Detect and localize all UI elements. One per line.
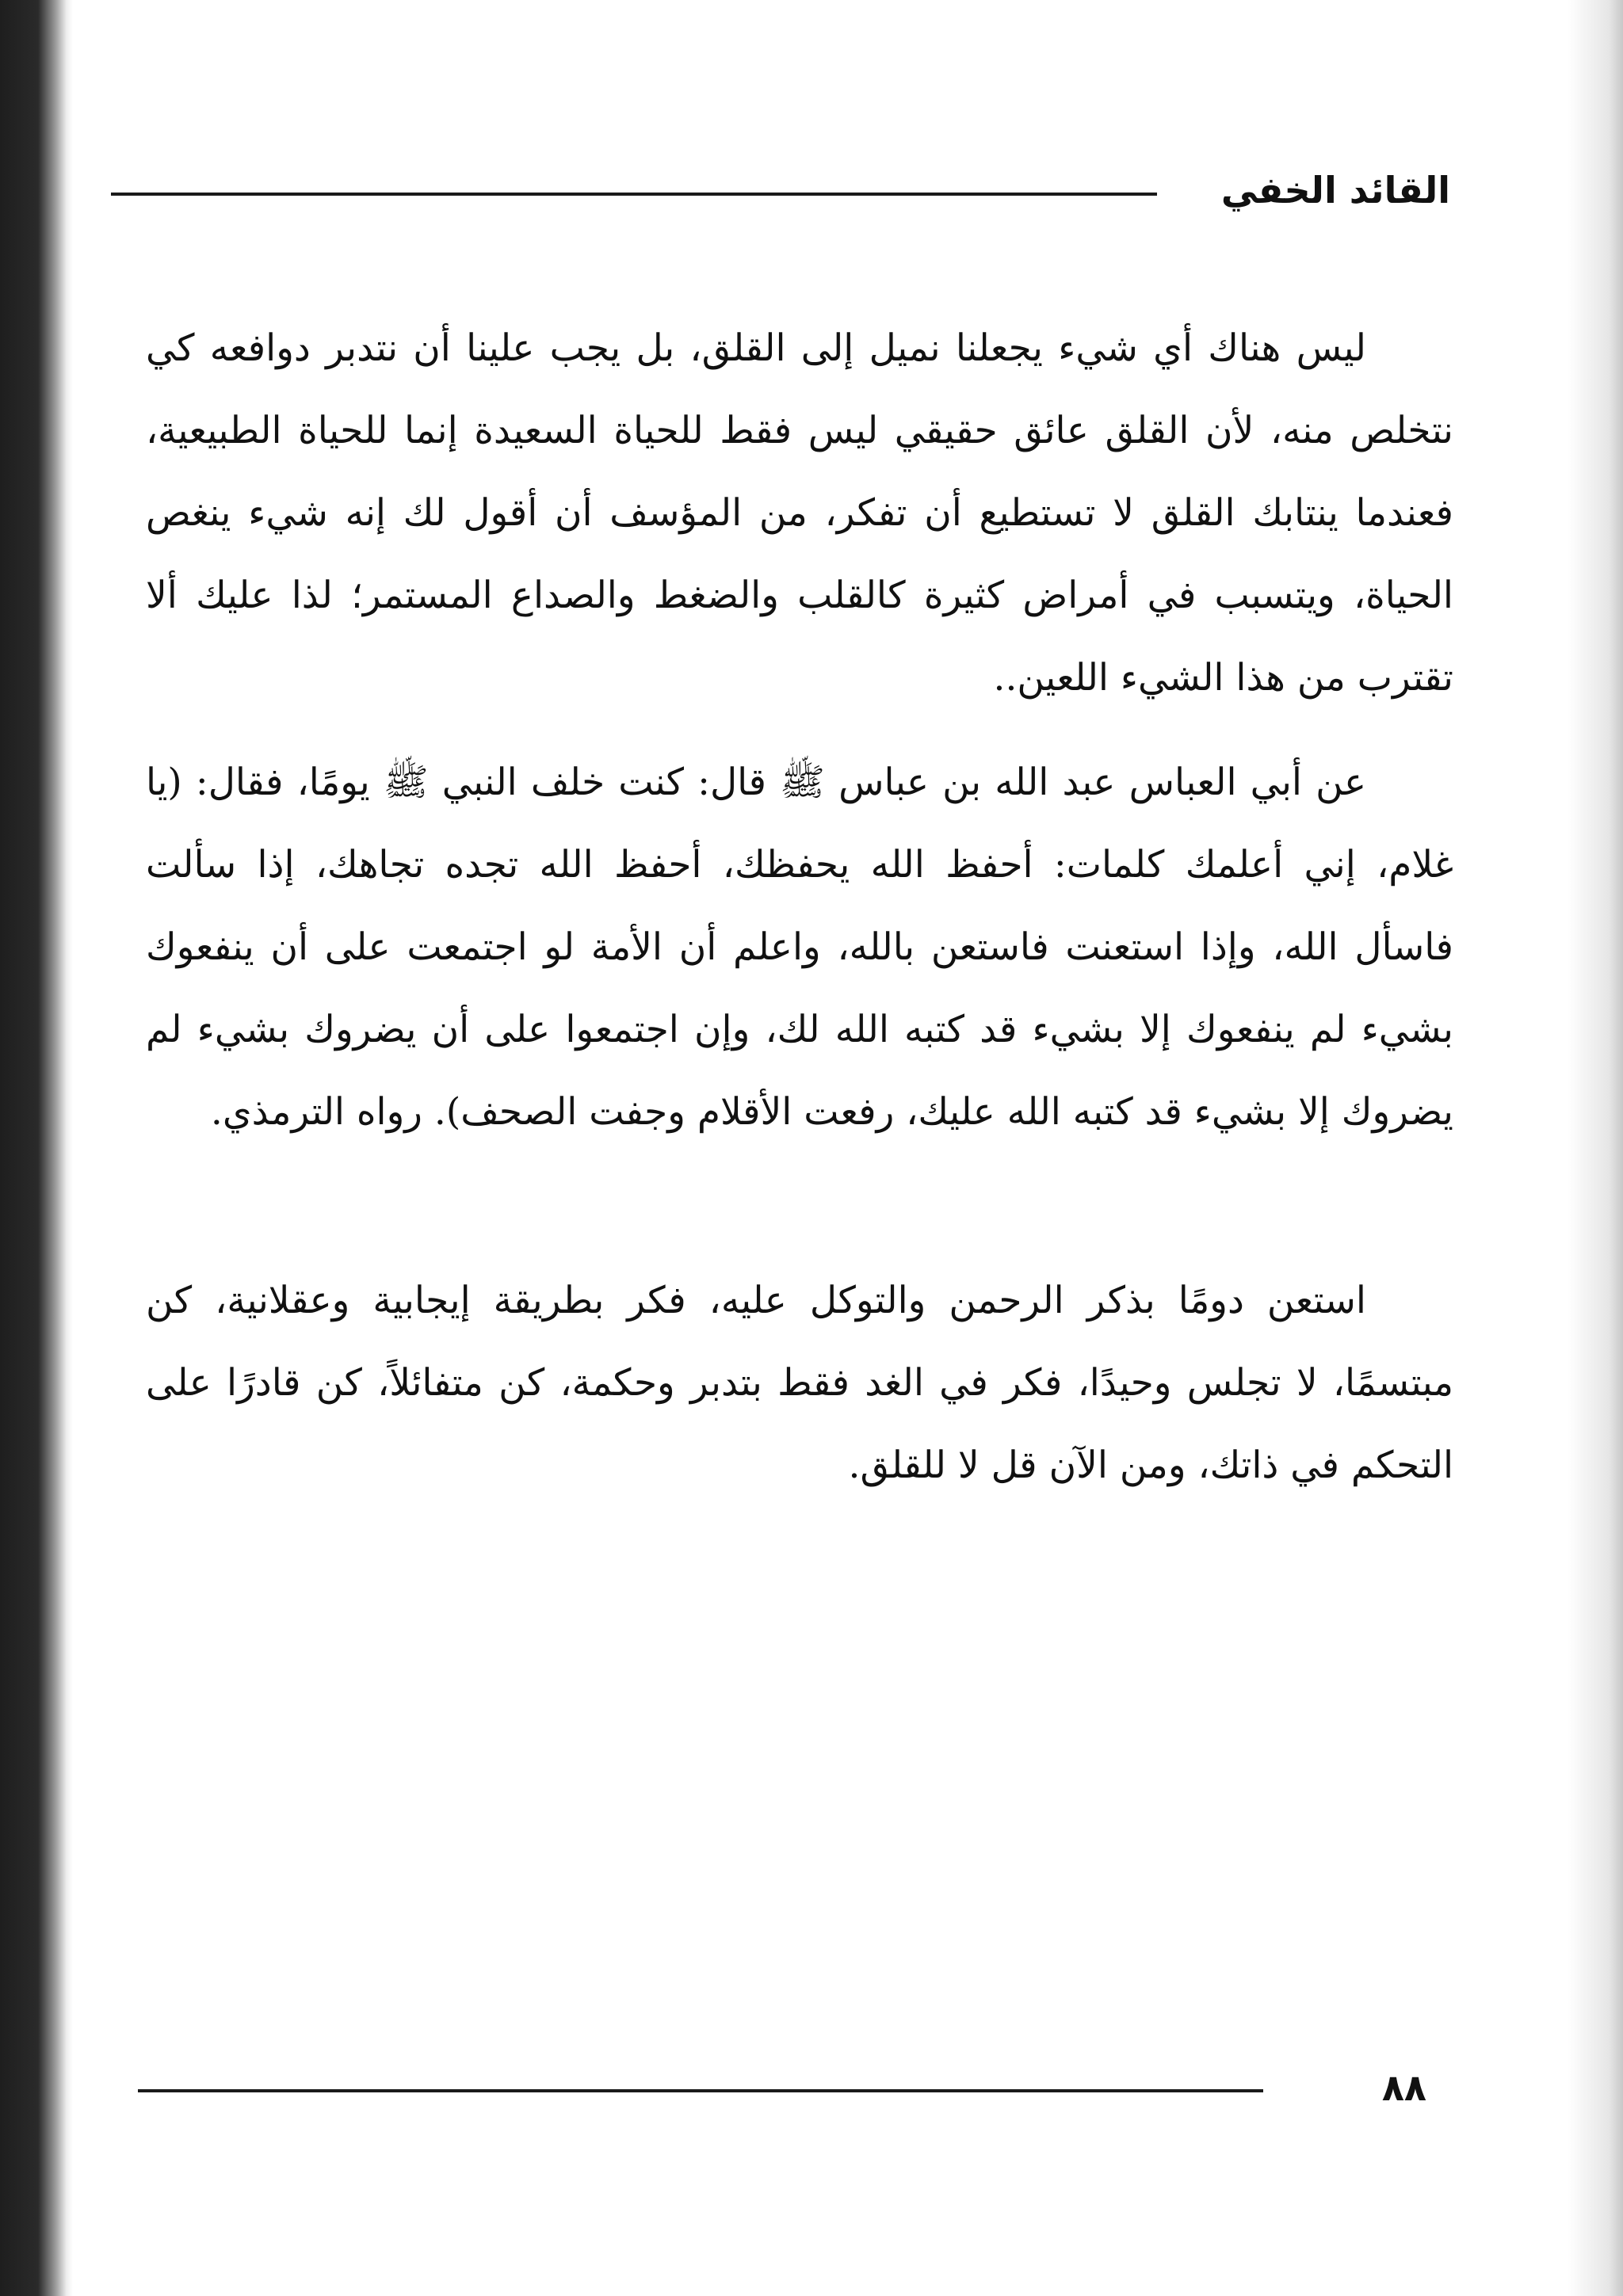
page-body <box>146 307 1453 1507</box>
header-rule <box>111 193 1157 196</box>
running-footer <box>73 2056 1568 2119</box>
paragraph-advice: استعن دومًا بذكر الرحمن والتوكل عليه، فكر بطريقة إيجابية وعقلانية، كن مبتسمًا، لا تجلس وحيدًا، فكر في الغد فقط بتدبر وحكمة، كن متفائلاً، كن قادرًا على التحكم في ذاتك، ومن الآن قل لا للقلق. <box>146 1279 1453 1487</box>
book-title: القائد الخفي <box>1220 169 1450 212</box>
running-header <box>73 162 1568 218</box>
footer-rule <box>138 2089 1263 2092</box>
page-number: ٨٨ <box>1381 2066 1426 2109</box>
scan-left-edge <box>0 0 73 2296</box>
scan-right-edge <box>1568 0 1623 2296</box>
paragraph-anxiety: ليس هناك أي شيء يجعلنا نميل إلى القلق، بل يجب علينا أن نتدبر دوافعه كي نتخلص منه، لأن القلق عائق حقيقي ليس فقط للحياة السعيدة إنما للحياة الطبيعية، فعندما ينتابك القلق لا تستطيع أن تفكر، من المؤسف أن أقول لك إنه شيء ينغص الحياة، ويتسبب في أمراض كثيرة كالقلب والضغط والصداع المستمر؛ لذا عليك ألا تقترب من هذا الشيء اللعين.. <box>146 326 1453 700</box>
book-page <box>73 0 1568 2296</box>
paragraph-hadith: عن أبي العباس عبد الله بن عباس ﷺ قال: كنت خلف النبي ﷺ يومًا، فقال: (يا غلام، إني أعلمك كلمات: أحفظ الله يحفظك، أحفظ الله تجده تجاهك، إذا سألت فاسأل الله، وإذا استعنت فاستعن بالله، واعلم أن الأمة لو اجتمعت على أن ينفعوك بشيء لم ينفعوك إلا بشيء قد كتبه الله لك، وإن اجتمعوا على أن يضروك بشيء لم يضروك إلا بشيء قد كتبه الله عليك، رفعت الأقلام وجفت الصحف). رواه الترمذي. <box>146 761 1453 1134</box>
